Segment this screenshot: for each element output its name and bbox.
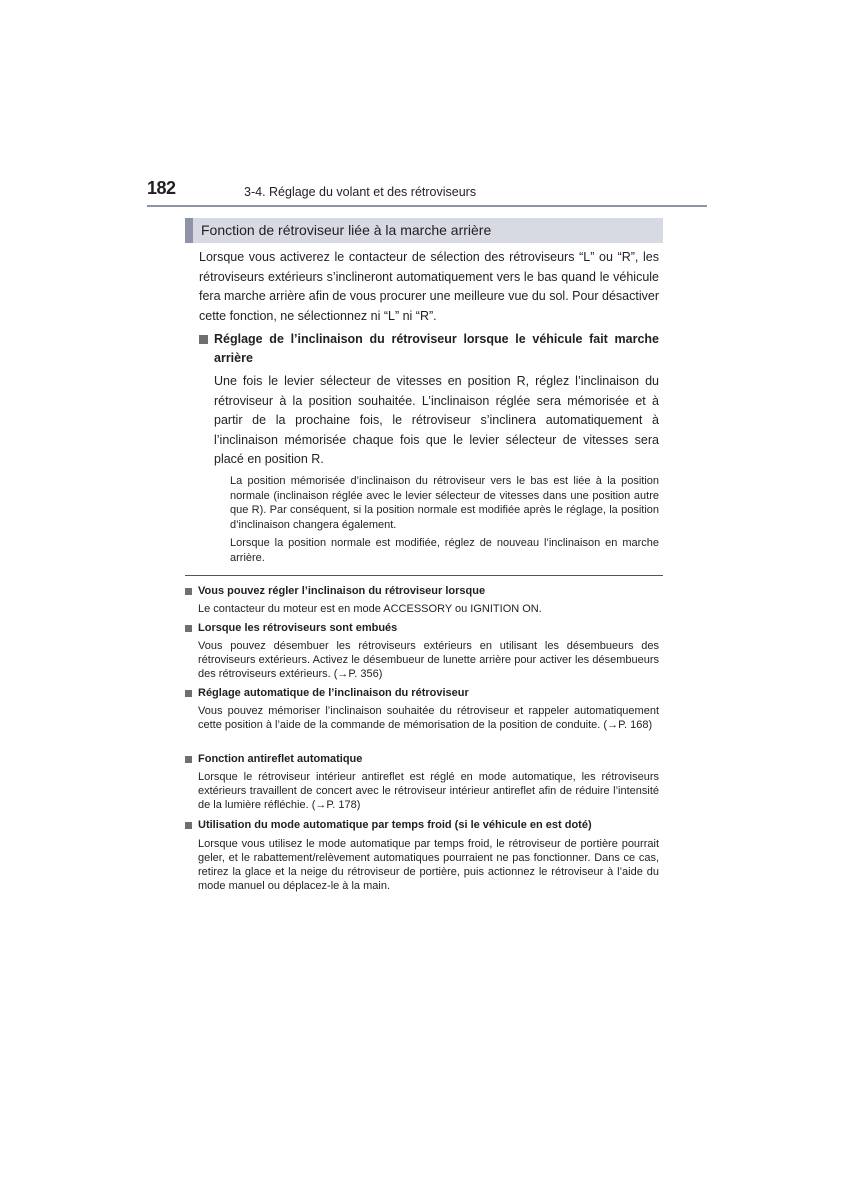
- note-body: Lorsque vous utilisez le mode automatique par temps froid, le rétroviseur de portière pourrait geler, et le rabattement/relèvement automatiques pourraient ne pas fonctionner. Dans ce cas, retirez la glace et la neige du rétroviseur de portière, puis actionnez le rétroviseur à l’aide du mode manuel ou déplacez-le à la main.: [198, 838, 659, 892]
- square-bullet-icon: [199, 335, 208, 344]
- square-bullet-icon: [185, 588, 192, 595]
- note-heading: Fonction antireflet automatique: [198, 753, 363, 765]
- section-heading: Fonction de rétroviseur liée à la marche arrière: [201, 222, 492, 238]
- note-heading: Réglage automatique de l’inclinaison du rétroviseur: [198, 687, 469, 699]
- subsection-paragraph: Une fois le levier sélecteur de vitesses en position R, réglez l’inclinaison du rétroviseur à la position souhaitée. L’inclinaison réglée sera mémorisée et à partir de la prochaine fois, le rétroviseur s’inclinera automatiquement à l’inclinaison mémorisée chaque fois que le levier sélecteur de vitesses sera placé en position R.: [214, 374, 659, 467]
- square-bullet-icon: [185, 822, 192, 829]
- section-heading-bar: [185, 218, 663, 243]
- square-bullet-icon: [185, 756, 192, 763]
- note-body: Vous pouvez mémoriser l’inclinaison souhaitée du rétroviseur et rappeler automatiquement cette position à l’aide de la commande de mémorisation de la position de conduite. (→P. 168): [198, 705, 659, 731]
- note-body: Lorsque le rétroviseur intérieur antireflet est réglé en mode automatique, les rétroviseurs extérieurs travaillent de concert avec le rétroviseur intérieur antireflet afin de réduire l’intensité de la lumière réfléchie. (→P. 178): [198, 771, 659, 811]
- note-body: Vous pouvez désembuer les rétroviseurs extérieurs en utilisant les désembueurs des rétroviseurs extérieurs. Activez le désembueur de lunette arrière pour activer les désembueurs des rétroviseurs extérieurs. (→P. 356): [198, 640, 659, 680]
- subsection-heading: [199, 330, 659, 368]
- note-heading: Utilisation du mode automatique par temps froid (si le véhicule en est doté): [198, 819, 592, 831]
- page-number: 182: [147, 178, 176, 198]
- square-bullet-icon: [185, 625, 192, 632]
- square-bullet-icon: [185, 690, 192, 697]
- subsection-heading-text: Réglage de l’inclinaison du rétroviseur lorsque le véhicule fait marche arrière: [214, 332, 659, 365]
- chapter-title: 3-4. Réglage du volant et des rétroviseurs: [244, 185, 477, 199]
- section-divider: [185, 575, 663, 576]
- header-divider: [147, 205, 707, 207]
- note-heading: Vous pouvez régler l’inclinaison du rétroviseur lorsque: [198, 585, 486, 597]
- note-heading: Lorsque les rétroviseurs sont embués: [198, 622, 398, 634]
- info-note-1: La position mémorisée d’inclinaison du rétroviseur vers le bas est liée à la position normale (inclinaison réglée avec le levier sélecteur de vitesses dans une position autre que R). Par conséquent, si la position normale est modifiée après le réglage, la position d’inclinaison changera également.: [230, 475, 659, 531]
- note-body: Le contacteur du moteur est en mode ACCESSORY ou IGNITION ON.: [198, 603, 542, 615]
- intro-paragraph: Lorsque vous activerez le contacteur de sélection des rétroviseurs “L” ou “R”, les rétroviseurs extérieurs s’inclineront automatiquement vers le bas quand le véhicule fera marche arrière afin de vous procurer une meilleure vue du sol. Pour désactiver cette fonction, ne sélectionnez ni “L” ni “R”.: [199, 250, 659, 323]
- info-note-2: Lorsque la position normale est modifiée, réglez de nouveau l’inclinaison en marche arrière.: [230, 537, 659, 564]
